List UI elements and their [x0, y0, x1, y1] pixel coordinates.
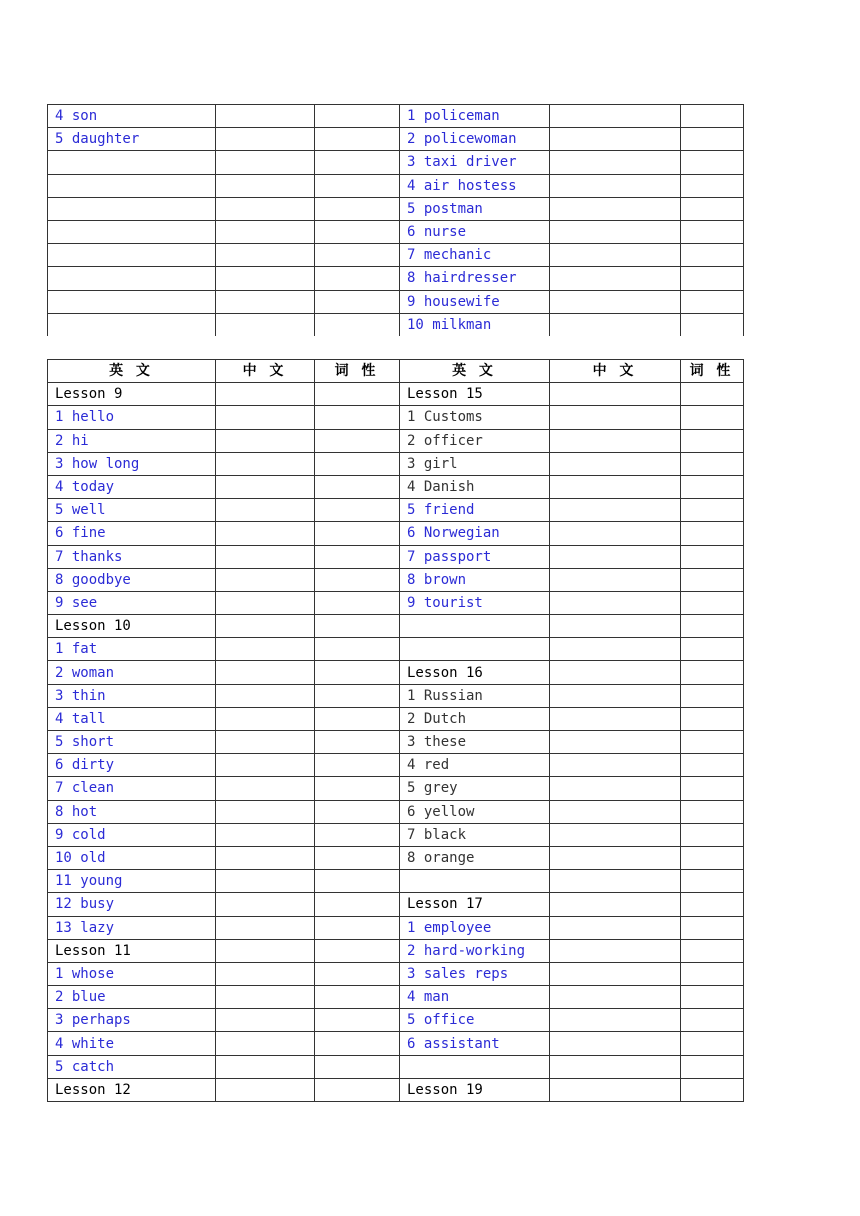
pos-cell [681, 499, 744, 522]
chinese-cell [550, 406, 681, 429]
chinese-cell [216, 244, 315, 267]
chinese-cell [216, 267, 315, 290]
chinese-cell [550, 684, 681, 707]
chinese-cell [550, 313, 681, 336]
chinese-cell [550, 615, 681, 638]
pos-cell [315, 754, 400, 777]
chinese-cell [216, 823, 315, 846]
pos-cell [315, 290, 400, 313]
lesson-heading-cell: Lesson 11 [48, 939, 216, 962]
pos-cell [315, 1032, 400, 1055]
table-row [48, 1009, 744, 1032]
chinese-cell [216, 568, 315, 591]
table-row [48, 939, 744, 962]
chinese-cell [550, 962, 681, 985]
table-row [48, 800, 744, 823]
chinese-cell [216, 638, 315, 661]
table-row [48, 452, 744, 475]
pos-cell [315, 220, 400, 243]
table-row [48, 1055, 744, 1078]
english-word-cell: 4 man [400, 986, 550, 1009]
english-word-cell: 3 sales reps [400, 962, 550, 985]
pos-cell [681, 568, 744, 591]
english-word-cell: 13 lazy [48, 916, 216, 939]
table-row [48, 661, 744, 684]
chinese-cell [216, 962, 315, 985]
pos-cell [681, 893, 744, 916]
english-word-cell: 6 yellow [400, 800, 550, 823]
chinese-cell [216, 174, 315, 197]
header-english-left: 英 文 [48, 360, 216, 383]
table-row [48, 545, 744, 568]
lesson-heading-cell: Lesson 19 [400, 1078, 550, 1101]
header-english-right: 英 文 [400, 360, 550, 383]
chinese-cell [550, 661, 681, 684]
chinese-cell [216, 661, 315, 684]
table-row [48, 916, 744, 939]
pos-cell [681, 383, 744, 406]
english-word-cell: 2 woman [48, 661, 216, 684]
chinese-cell [550, 800, 681, 823]
english-word-cell: 10 old [48, 846, 216, 869]
english-word-cell: 3 how long [48, 452, 216, 475]
english-word-cell: 1 whose [48, 962, 216, 985]
english-word-cell [48, 267, 216, 290]
table-row [48, 754, 744, 777]
pos-cell [315, 661, 400, 684]
english-word-cell: 11 young [48, 870, 216, 893]
pos-cell [681, 1009, 744, 1032]
chinese-cell [216, 1078, 315, 1101]
english-word-cell [48, 174, 216, 197]
english-word-cell: 8 hairdresser [400, 267, 550, 290]
header-pos-right: 词 性 [681, 360, 744, 383]
pos-cell [315, 916, 400, 939]
chinese-cell [550, 290, 681, 313]
chinese-cell [550, 197, 681, 220]
english-word-cell: 1 hello [48, 406, 216, 429]
chinese-cell [216, 846, 315, 869]
chinese-cell [550, 939, 681, 962]
pos-cell [681, 429, 744, 452]
pos-cell [315, 244, 400, 267]
pos-cell [681, 731, 744, 754]
table-row [48, 731, 744, 754]
chinese-cell [550, 823, 681, 846]
pos-cell [681, 1032, 744, 1055]
english-word-cell: 1 employee [400, 916, 550, 939]
pos-cell [315, 962, 400, 985]
chinese-cell [550, 707, 681, 730]
english-word-cell [400, 615, 550, 638]
pos-cell [681, 1055, 744, 1078]
chinese-cell [216, 1009, 315, 1032]
pos-cell [315, 151, 400, 174]
english-word-cell: 5 office [400, 1009, 550, 1032]
chinese-cell [550, 986, 681, 1009]
pos-cell [315, 1009, 400, 1032]
english-word-cell: 2 officer [400, 429, 550, 452]
pos-cell [315, 197, 400, 220]
chinese-cell [216, 220, 315, 243]
chinese-cell [216, 870, 315, 893]
table-row [48, 684, 744, 707]
english-word-cell: 12 busy [48, 893, 216, 916]
chinese-cell [550, 244, 681, 267]
pos-cell [681, 754, 744, 777]
english-word-cell: 4 son [48, 105, 216, 128]
table-row [48, 197, 744, 220]
chinese-cell [216, 105, 315, 128]
english-word-cell [400, 870, 550, 893]
pos-cell [315, 846, 400, 869]
chinese-cell [216, 522, 315, 545]
pos-cell [315, 499, 400, 522]
english-word-cell: 3 girl [400, 452, 550, 475]
pos-cell [681, 661, 744, 684]
chinese-cell [550, 1055, 681, 1078]
pos-cell [315, 406, 400, 429]
english-word-cell: 9 cold [48, 823, 216, 846]
chinese-cell [550, 870, 681, 893]
chinese-cell [550, 591, 681, 614]
english-word-cell: 2 blue [48, 986, 216, 1009]
chinese-cell [216, 893, 315, 916]
english-word-cell: 3 thin [48, 684, 216, 707]
table-row [48, 615, 744, 638]
english-word-cell [48, 151, 216, 174]
header-chinese-right: 中 文 [550, 360, 681, 383]
chinese-cell [550, 777, 681, 800]
chinese-cell [550, 499, 681, 522]
english-word-cell: 4 red [400, 754, 550, 777]
table-row [48, 846, 744, 869]
chinese-cell [216, 499, 315, 522]
pos-cell [681, 591, 744, 614]
pos-cell [315, 939, 400, 962]
english-word-cell: 1 Customs [400, 406, 550, 429]
chinese-cell [216, 128, 315, 151]
pos-cell [681, 939, 744, 962]
pos-cell [681, 174, 744, 197]
pos-cell [315, 823, 400, 846]
chinese-cell [216, 545, 315, 568]
english-word-cell: 9 tourist [400, 591, 550, 614]
pos-cell [315, 105, 400, 128]
chinese-cell [216, 383, 315, 406]
pos-cell [681, 800, 744, 823]
chinese-cell [216, 452, 315, 475]
chinese-cell [550, 568, 681, 591]
table-row [48, 383, 744, 406]
pos-cell [681, 220, 744, 243]
pos-cell [681, 452, 744, 475]
pos-cell [315, 313, 400, 336]
table-row [48, 174, 744, 197]
chinese-cell [216, 1032, 315, 1055]
english-word-cell [400, 638, 550, 661]
english-word-cell: 5 grey [400, 777, 550, 800]
header-row [48, 360, 744, 383]
pos-cell [681, 105, 744, 128]
table-row [48, 1032, 744, 1055]
chinese-cell [550, 151, 681, 174]
chinese-cell [216, 1055, 315, 1078]
pos-cell [315, 383, 400, 406]
english-word-cell: 8 hot [48, 800, 216, 823]
pos-cell [681, 777, 744, 800]
pos-cell [681, 290, 744, 313]
table-row [48, 406, 744, 429]
table-row [48, 522, 744, 545]
table-row [48, 1078, 744, 1101]
table-row [48, 893, 744, 916]
english-word-cell: 2 Dutch [400, 707, 550, 730]
english-word-cell: 7 mechanic [400, 244, 550, 267]
pos-cell [315, 777, 400, 800]
pos-cell [681, 846, 744, 869]
pos-cell [681, 638, 744, 661]
chinese-cell [550, 429, 681, 452]
lesson-heading-cell: Lesson 16 [400, 661, 550, 684]
chinese-cell [216, 406, 315, 429]
table-row [48, 244, 744, 267]
english-word-cell: 1 fat [48, 638, 216, 661]
chinese-cell [550, 846, 681, 869]
pos-cell [315, 568, 400, 591]
english-word-cell: 5 short [48, 731, 216, 754]
english-word-cell: 6 fine [48, 522, 216, 545]
pos-cell [681, 545, 744, 568]
chinese-cell [216, 939, 315, 962]
chinese-cell [550, 754, 681, 777]
header-pos-left: 词 性 [315, 360, 400, 383]
table-row [48, 870, 744, 893]
pos-cell [681, 615, 744, 638]
chinese-cell [550, 1032, 681, 1055]
chinese-cell [550, 893, 681, 916]
pos-cell [315, 731, 400, 754]
english-word-cell: 8 orange [400, 846, 550, 869]
english-word-cell: 10 milkman [400, 313, 550, 336]
english-word-cell: 7 passport [400, 545, 550, 568]
table-row [48, 986, 744, 1009]
english-word-cell: 9 see [48, 591, 216, 614]
lesson-heading-cell: Lesson 15 [400, 383, 550, 406]
table-row [48, 591, 744, 614]
lesson-heading-cell: Lesson 10 [48, 615, 216, 638]
chinese-cell [216, 800, 315, 823]
table-row [48, 707, 744, 730]
english-word-cell [48, 197, 216, 220]
english-word-cell [400, 1055, 550, 1078]
pos-cell [681, 475, 744, 498]
pos-cell [315, 591, 400, 614]
lesson-heading-cell: Lesson 12 [48, 1078, 216, 1101]
english-word-cell: 4 air hostess [400, 174, 550, 197]
english-word-cell: 9 housewife [400, 290, 550, 313]
english-word-cell: 5 daughter [48, 128, 216, 151]
chinese-cell [216, 707, 315, 730]
pos-cell [315, 800, 400, 823]
pos-cell [315, 615, 400, 638]
table-row [48, 290, 744, 313]
table-row [48, 475, 744, 498]
chinese-cell [550, 475, 681, 498]
english-word-cell: 3 perhaps [48, 1009, 216, 1032]
english-word-cell: 1 Russian [400, 684, 550, 707]
lesson-heading-cell: Lesson 17 [400, 893, 550, 916]
english-word-cell: 2 hard-working [400, 939, 550, 962]
pos-cell [681, 406, 744, 429]
vocab-table-continued [47, 104, 744, 336]
chinese-cell [550, 452, 681, 475]
chinese-cell [216, 731, 315, 754]
vocab-table [47, 359, 744, 1102]
pos-cell [315, 707, 400, 730]
pos-cell [315, 267, 400, 290]
english-word-cell: 5 friend [400, 499, 550, 522]
english-word-cell [48, 313, 216, 336]
english-word-cell: 5 well [48, 499, 216, 522]
pos-cell [681, 707, 744, 730]
english-word-cell [48, 244, 216, 267]
pos-cell [681, 916, 744, 939]
table-row [48, 220, 744, 243]
pos-cell [681, 684, 744, 707]
chinese-cell [216, 151, 315, 174]
table-row [48, 499, 744, 522]
english-word-cell: 4 tall [48, 707, 216, 730]
english-word-cell: 3 these [400, 731, 550, 754]
english-word-cell: 4 Danish [400, 475, 550, 498]
pos-cell [315, 684, 400, 707]
pos-cell [315, 174, 400, 197]
chinese-cell [550, 522, 681, 545]
english-word-cell: 4 today [48, 475, 216, 498]
pos-cell [315, 475, 400, 498]
english-word-cell: 8 goodbye [48, 568, 216, 591]
chinese-cell [216, 313, 315, 336]
pos-cell [315, 986, 400, 1009]
chinese-cell [550, 174, 681, 197]
table-row [48, 638, 744, 661]
pos-cell [315, 870, 400, 893]
chinese-cell [216, 615, 315, 638]
english-word-cell: 7 thanks [48, 545, 216, 568]
pos-cell [315, 452, 400, 475]
chinese-cell [216, 754, 315, 777]
pos-cell [681, 267, 744, 290]
table-row [48, 568, 744, 591]
pos-cell [681, 1078, 744, 1101]
chinese-cell [550, 638, 681, 661]
pos-cell [681, 151, 744, 174]
pos-cell [315, 1055, 400, 1078]
pos-cell [681, 197, 744, 220]
english-word-cell: 6 assistant [400, 1032, 550, 1055]
header-chinese-left: 中 文 [216, 360, 315, 383]
english-word-cell: 6 nurse [400, 220, 550, 243]
chinese-cell [550, 105, 681, 128]
pos-cell [315, 545, 400, 568]
chinese-cell [216, 986, 315, 1009]
chinese-cell [216, 429, 315, 452]
table-row [48, 962, 744, 985]
english-word-cell: 7 clean [48, 777, 216, 800]
chinese-cell [216, 684, 315, 707]
chinese-cell [550, 916, 681, 939]
pos-cell [681, 522, 744, 545]
table-row [48, 823, 744, 846]
chinese-cell [550, 267, 681, 290]
chinese-cell [216, 777, 315, 800]
english-word-cell: 6 Norwegian [400, 522, 550, 545]
table-row [48, 267, 744, 290]
chinese-cell [216, 591, 315, 614]
chinese-cell [550, 1009, 681, 1032]
pos-cell [681, 870, 744, 893]
chinese-cell [550, 220, 681, 243]
english-word-cell: 4 white [48, 1032, 216, 1055]
chinese-cell [550, 1078, 681, 1101]
english-word-cell: 2 policewoman [400, 128, 550, 151]
pos-cell [681, 986, 744, 1009]
pos-cell [315, 1078, 400, 1101]
english-word-cell: 5 postman [400, 197, 550, 220]
english-word-cell: 8 brown [400, 568, 550, 591]
pos-cell [315, 893, 400, 916]
chinese-cell [216, 916, 315, 939]
lesson-heading-cell: Lesson 9 [48, 383, 216, 406]
pos-cell [681, 128, 744, 151]
pos-cell [315, 522, 400, 545]
pos-cell [315, 429, 400, 452]
pos-cell [681, 962, 744, 985]
chinese-cell [216, 475, 315, 498]
english-word-cell: 7 black [400, 823, 550, 846]
pos-cell [681, 244, 744, 267]
chinese-cell [550, 383, 681, 406]
table-row [48, 128, 744, 151]
english-word-cell: 3 taxi driver [400, 151, 550, 174]
english-word-cell: 2 hi [48, 429, 216, 452]
chinese-cell [216, 197, 315, 220]
table-row [48, 151, 744, 174]
table-row [48, 105, 744, 128]
chinese-cell [550, 545, 681, 568]
table-row [48, 777, 744, 800]
english-word-cell [48, 290, 216, 313]
english-word-cell [48, 220, 216, 243]
chinese-cell [550, 731, 681, 754]
pos-cell [681, 313, 744, 336]
pos-cell [315, 638, 400, 661]
english-word-cell: 1 policeman [400, 105, 550, 128]
pos-cell [681, 823, 744, 846]
chinese-cell [216, 290, 315, 313]
pos-cell [315, 128, 400, 151]
english-word-cell: 6 dirty [48, 754, 216, 777]
table-row [48, 313, 744, 336]
english-word-cell: 5 catch [48, 1055, 216, 1078]
table-row [48, 429, 744, 452]
chinese-cell [550, 128, 681, 151]
